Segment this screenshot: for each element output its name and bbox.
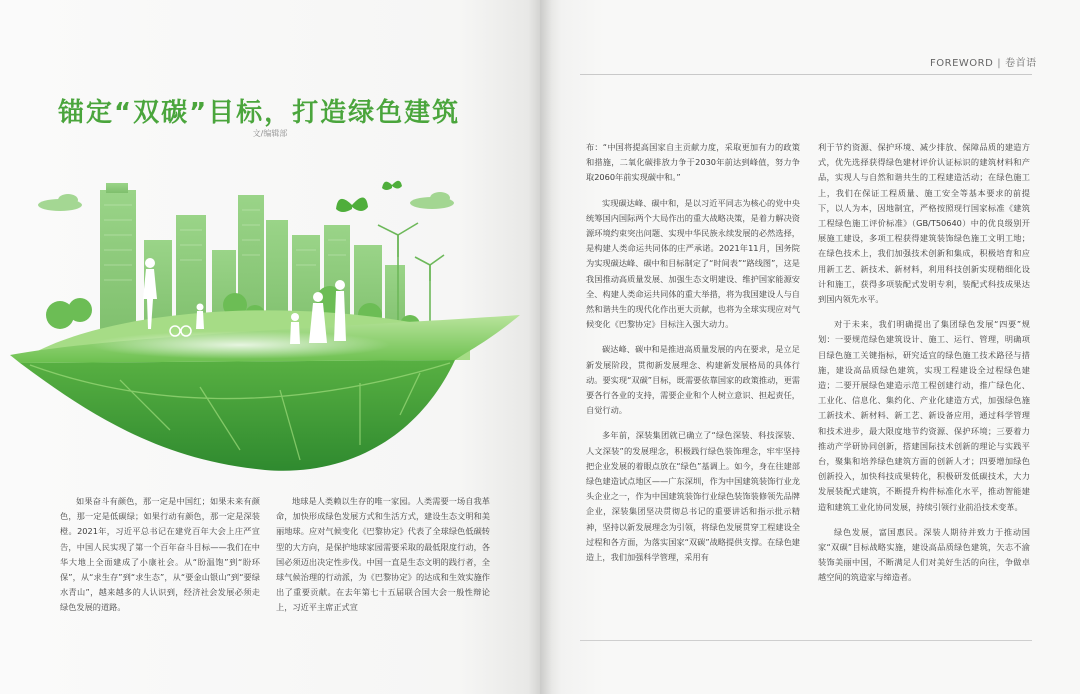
book-gutter [528, 0, 552, 694]
paragraph: 实现碳达峰、碳中和，是以习近平同志为核心的党中央统筹国内国际两个大局作出的重大战略决策，是着力解决资源环境约束突出问题、实现中华民族永续发展的必然选择，是构建人类命运共同体的庄严承诺。2021年11月，国务院为实现碳达峰、碳中和目标制定了“时间表”“路线图”，这是我国推动高质量发展、加强生态文明建设、维护国家能源安全、构建人类命运共同体的重大举措，将为我国建设人与自然和谐共生的现代化作出更大贡献，也将为全球实现应对气候变化《巴黎协定》目标注入强大动力。 [586, 197, 800, 330]
section-label-cn: 卷首语 [1005, 58, 1037, 69]
section-header [930, 54, 1037, 69]
paragraph: 碳达峰、碳中和是推进高质量发展的内在要求，是立足新发展阶段，贯彻新发展理念、构建新发展格局的具体行动。要实现“双碳”目标，既需要依靠国家的政策推动，更需要各行各业的支持，需要企业和个人树立意识、担起责任，自觉行动。 [586, 344, 800, 416]
article-title: 锚定“双碳”目标，打造绿色建筑 [58, 98, 461, 128]
paragraph: 多年前，深装集团就已确立了“绿色深装、科技深装、人文深装”的发展理念，积极践行绿色装饰理念，牢牢坚持把企业发展的着眼点放在“绿色”基调上。如今，身在往建部绿色建造试点地区——广东深圳，作为中国建筑装饰行业龙头企业之一，作为中国建筑装饰行业绿色装饰装修领先品牌企业，深装集团坚决贯彻总书记的重要讲话和指示批示精神，坚持以新发展理念为引领，将绿色发展贯穿工程建设全过程和各方面，为落实国家“双碳”战略提供支撑。在绿色建造上，我们加强科学管理，采用有 [586, 430, 800, 563]
right-column-1 [586, 140, 800, 575]
left-column-1 [60, 494, 260, 626]
paragraph: 如果奋斗有颜色，那一定是中国红；如果未来有颜色，那一定是低碳绿；如果行动有颜色，那一定是深装橙。2021年，习近平总书记在建党百年大会上庄严宣告，中国人民实现了第一个百年奋斗目标——我们在中华大地上全面建成了小康社会。从“盼温饱”到“盼环保”，从“求生存”到“求生态”，从“要金山银山”到“要绿水青山”，越来越多的人认识到，经济社会发展必须走绿色发展的道路。 [60, 496, 260, 613]
butterfly-icon [336, 181, 402, 212]
paragraph: 地球是人类赖以生存的唯一家园。人类需要一场自我革命，加快形成绿色发展方式和生活方式，建设生态文明和美丽地球。应对气候变化《巴黎协定》代表了全球绿色低碳转型的大方向，是保护地球家园需要采取的最低限度行动，各国必须迈出决定性步伐。中国一直是生态文明的践行者，全球气候治理的行动派，为《巴黎协定》的达成和生效实施作出了重要贡献。在去年第七十五届联合国大会一般性辩论上，习近平主席正式宣 [276, 496, 490, 613]
green-city-leaf-illustration [0, 165, 540, 505]
paragraph: 利于节约资源、保护环境、减少排放、保障品质的建造方式，优先选择获得绿色建材评价认证标识的建筑材料和产品，实现人与自然和谐共生的工程建造活动；在绿色施工上，我们在保证工程质量、施工安全等基本要求的前提下，以人为本，因地制宜，严格按照现行国家标准《建筑工程绿色施工评价标准》（GB/T50640）中的优良级别开展施工建设，多项工程获得建筑装饰绿色施工文明工地；在绿色技术上，我们加强技术创新和集成，积极培育和应用新工艺、新技术、新材料，利用科技创新实现精细化设计和施工，获得多项装配式发明专利，装配式科技成果达到国内领先水平。 [818, 142, 1030, 305]
header-divider [580, 74, 1032, 75]
paragraph: 对于未来，我们明确提出了集团绿色发展“四要”规划：一要规范绿色建筑设计、施工、运行、管理，明确项目绿色施工关键指标，研究适宜的绿色施工技术路径与措施，建设高品质绿色建筑，实现工程建设全过程绿色建造；二要开展绿色建造示范工程创建行动，推广绿色化、工业化、信息化、集约化、产业化建造方式，加强绿色施工新技术、新材料、新工艺、新设备应用，通过科学管理和技术进步，最大限度地节约资源、保护环境；三要着力推动产学研协同创新，搭建国际技术创新的理论与实践平台，聚集和培养绿色建筑方面的创新人才；四要增加绿色创新投入，加快科技成果转化，积极研发低碳技术，大力发展装配式建筑，不断提升构件标准化水平，推动智能建造和建筑工业化协同发展，持续引领行业前沿技术变革。 [818, 319, 1030, 512]
paragraph: 绿色发展，富国惠民。深装人期待并致力于推动国家“双碳”目标战略实施，建设高品质绿色建筑，矢志不渝装饰美丽中国，不断满足人们对美好生活的向往，争做卓越空间的筑造家与缔造者。 [818, 526, 1030, 583]
leaf-bottom [20, 360, 455, 471]
footer-divider [580, 640, 1032, 641]
header-separator: | [997, 58, 1002, 69]
right-column-2 [818, 140, 1030, 596]
article-byline: 文/编辑部 [252, 129, 288, 138]
paragraph: 布：“中国将提高国家自主贡献力度，采取更加有力的政策和措施，二氧化碳排放力争于2030年前达到峰值，努力争取2060年前实现碳中和。” [586, 142, 800, 183]
left-column-2 [276, 494, 490, 626]
section-label-en: FOREWORD [930, 58, 994, 69]
